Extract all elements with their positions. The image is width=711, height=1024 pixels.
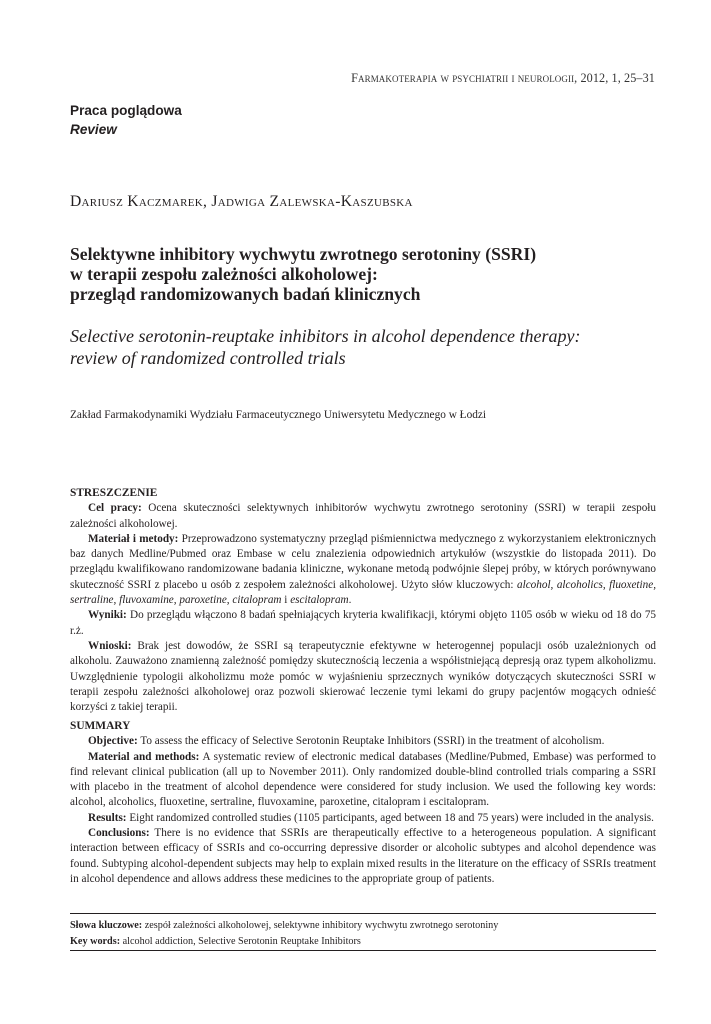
abstract-pl [70,486,656,715]
abstract-en-conclusions [70,826,656,887]
methods-text: Przeprowadzono systematyczny przegląd piśmiennictwa medycznego z wykorzystaniem elektronicznych baz danych Medline/Pubmed oraz Embase w celu znalezienia odpowiednich artykułów (wszystkie do listopada 2011). Do przeglądu kwalifikowano randomizowane badania kliniczne, wykonane metodą podwójnie ślepej próby, w których porównywano skuteczność SSRI z placebo u osób z zespołem zależności alkoholowej. Użyto słów kluczowych: [70,532,657,591]
results-text: Do przeglądu włączono 8 badań spełniających kryteria kwalifikacji, którymi objęto 1105 osób w wieku od 18 do 75 r.ż. [70,609,657,637]
keywords-en-label: Key words: [70,935,121,947]
objective-text: To assess the efficacy of Selective Serotonin Reuptake Inhibitors (SSRI) in the treatment of alcoholism. [140,735,605,748]
keywords-en [70,934,656,950]
keywords-pl [70,918,656,934]
conclusions-label: Wnioski: [88,639,132,652]
aim-label: Cel pracy: [88,502,142,515]
keywords-en-text: alcohol addiction, Selective Serotonin Reuptake Inhibitors [122,935,361,947]
objective-label: Objective: [88,735,138,748]
abstract-pl-heading: STRESZCZENIE [70,487,158,499]
methods-last-keyword: escitalopram [290,594,349,607]
title-pl-line: Selektywne inhibitory wychwytu zwrotnego serotoniny (SSRI) [70,244,537,264]
running-header: Farmakoterapia w psychiatrii i neurologii, 2012, 1, 25–31 [351,71,655,85]
methods-label: Materiał i metody: [88,532,179,545]
abstract-pl-methods: Materiał i metody: Przeprowadzono systematyczny przegląd piśmiennictwa medycznego z wykorzystaniem elektronicznych baz danych Medline/Pubmed oraz Embase w celu znalezienia odpowiednich artykułów (wszystkie do listopada 2011). Do przeglądu kwalifikowano randomizowane badania kliniczne, wykonane metodą podwójnie ślepej próby, w których porównywano skuteczność SSRI z placebo u osób z zespołem zależności alkoholowej. Użyto słów kluczowych: alcohol, alcoholics, fluoxetine, sertraline, fluvoxamine, paroxetine, citalopram i escitalopram. [70,532,657,607]
results-text: Eight randomized controlled studies (1105 participants, aged between 18 and 75 years) were included in the analysis. [129,811,654,824]
authors: Dariusz Kaczmarek, Jadwiga Zalewska-Kaszubska [70,193,413,210]
results-label: Results: [88,811,127,824]
title-pl-line: w terapii zespołu zależności alkoholowej: [70,264,378,284]
conclusions-label: Conclusions: [88,827,150,840]
abstract-pl-conclusions [70,639,656,715]
abstract-en [70,719,656,887]
conclusions-text: There is no evidence that SSRIs are therapeutically effective to a heterogeneous population. A significant interaction between efficacy of SSRIs and co-occurring depressive disorder or alcoholic subtypes and alcohol dependence was found. Subtyping alcohol-dependent subjects may help to explain mixed results in the literature on the efficacy of SSRIs treatment in alcohol dependence and allows address these medicines to the appropriate group of patients. [70,827,656,885]
keywords-pl-label: Słowa kluczowe: [70,920,143,931]
affiliation: Zakład Farmakodynamiki Wydziału Farmaceutycznego Uniwersytetu Medycznego w Łodzi [70,409,487,421]
methods-and: i [284,594,288,607]
methods-keywords: alcohol, alcoholics, fluoxetine, sertraline, fluvoxamine, paroxetine, citalopram [70,578,657,607]
keywords-bottom-rule [70,950,656,951]
article-type [70,103,182,137]
methods-label: Material and methods: [88,750,200,763]
results-label: Wyniki: [88,609,127,622]
title-en-line: Selective serotonin-reuptake inhibitors in alcohol dependence therapy: [70,326,581,346]
abstract-pl-results [70,608,656,639]
methods-text: A systematic review of electronic medical databases (Medline/Pubmed, Embase) was performed to find relevant clinical publication (all up to November 2011). Only randomized double-blind controlled trials comparing a SSRI with placebo in the treatment of alcohol dependence were considered for study inclusion. We used the following key words: alcohol, alcoholics, fluoxetine, sertraline, fluvoxamine, paroxetine, citalopram i escitalopram. [70,750,656,809]
keywords-top-rule [70,913,656,914]
abstract-en-objective [70,734,656,749]
article-type-en: Review [70,122,117,137]
abstract-en-heading: SUMMARY [70,720,131,732]
keywords-pl-text: zespół zależności alkoholowej, selektywne inhibitory wychwytu zwrotnego serotoniny [144,920,499,931]
title-en-line: review of randomized controlled trials [70,348,346,368]
abstract-pl-aim [70,501,656,532]
title-en [70,325,660,369]
article-type-pl: Praca poglądowa [70,103,182,118]
title-pl [70,244,660,304]
title-pl-line: przegląd randomizowanych badań klinicznych [70,284,421,304]
abstract-en-methods [70,750,656,811]
conclusions-text: Brak jest dowodów, że SSRI są terapeutycznie efektywne w heterogennej populacji osób uzależnionych od alkoholu. Zauważono znamienną zależność pomiędzy skutecznością leczenia a współistniejącą depresją oraz typem alkoholizmu. Uwzględnienie typologii alkoholizmu może pomóc w wyjaśnieniu sprzecznych wyników dotyczących skuteczności SSRI w terapii zespołu zależności alkoholowej oraz pozwoli skierować leczenie tymi lekami do grupy pacjentów mogących odnieść korzyści z takiej terapii. [70,639,657,714]
keywords-block [70,918,656,949]
abstract-en-results [70,811,656,826]
aim-text: Ocena skuteczności selektywnych inhibitorów wychwytu zwrotnego serotoniny (SSRI) w terapii zespołu zależności alkoholowej. [70,502,656,530]
